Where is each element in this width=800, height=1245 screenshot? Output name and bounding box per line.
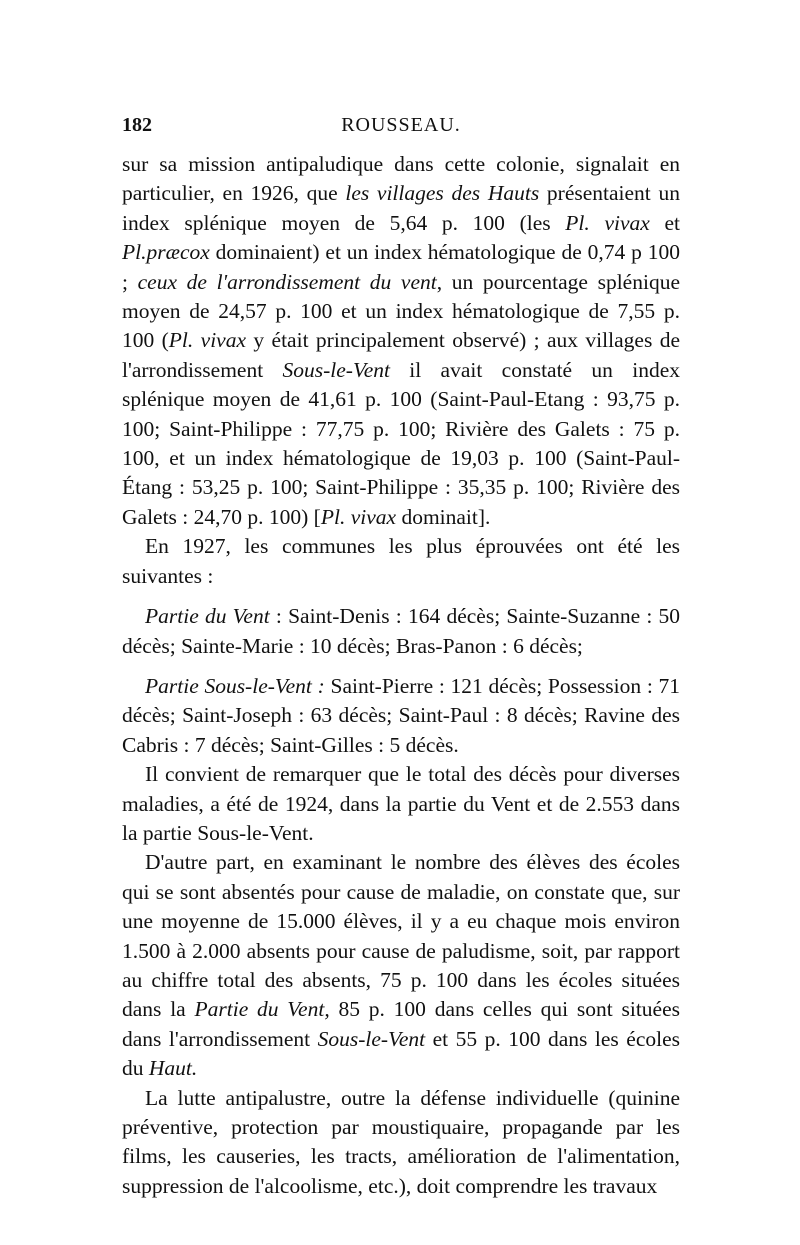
italic-run: Pl. vivax xyxy=(565,210,650,235)
text-run: dominait]. xyxy=(396,504,491,529)
text-run: , un pourcentage splénique moyen de 24,57 p. 100 et un index hématologique de 7,55 p. 100 ( xyxy=(122,269,680,353)
text-run: et 55 p. 100 dans les écoles du xyxy=(122,1026,681,1081)
text-run: y était principalement observé) ; aux villages de l'arrondissement xyxy=(122,328,680,382)
paragraph-ecoles xyxy=(122,848,680,1083)
paragraph-partie-sous-le-vent xyxy=(122,672,680,760)
page-header xyxy=(122,114,680,144)
italic-run: ceux de l'arrondissement du vent xyxy=(137,269,437,294)
paragraph-total-deces: Il convient de remarquer que le total des décès pour diverses maladies, a été de 1924, dans la partie du Vent et de 2.553 dans la partie Sous-le-Vent. xyxy=(122,762,680,845)
text-run: sur sa mission antipaludique dans cette colonie, signalait en particulier, en 1926, que xyxy=(122,152,680,206)
text-run: il avait constaté un index splénique moyen de 41,61 p. 100 (Saint-Paul-Etang : 93,75 p. 100; Saint-Philippe : 77,75 p. 100; Rivière des Galets : 75 p. 100, et un index hématologique de 19,03 p. 100 (Saint-Paul-Étang : 53,25 p. 100; Saint-Philippe : 35,35 p. 100; Rivière des Galets : 24,70 p. 100) [ xyxy=(122,357,680,529)
paragraph-lutte-antipalustre: La lutte antipalustre, outre la défense individuelle (quinine préventive, protection par moustiquaire, propagande par les films, les causeries, les tracts, amélioration de l'alimentation, suppression de l'alcoolisme, etc.), doit comprendre les travaux xyxy=(122,1085,680,1198)
italic-run: Pl.præcox xyxy=(122,240,210,265)
italic-run: Sous-le-Vent xyxy=(317,1026,426,1051)
italic-run: Sous-le-Vent xyxy=(282,357,390,382)
italic-run: Haut. xyxy=(148,1056,198,1081)
italic-run: Partie du Vent, xyxy=(194,997,330,1022)
text-run: et xyxy=(649,210,680,235)
page-number: 182 xyxy=(122,114,152,136)
italic-run: Partie Sous-le-Vent : xyxy=(145,673,325,698)
text-run: dominaient) et un index hématologique de 0,74 p 100 ; xyxy=(122,240,680,294)
text-run: présentaient un index splénique moyen de 5,64 p. 100 (les xyxy=(122,181,680,235)
italic-run: les villages des Hauts xyxy=(345,181,540,206)
italic-run: Pl. vivax xyxy=(168,328,247,353)
italic-run: Partie du Vent xyxy=(145,604,270,629)
text-run: Saint-Pierre : 121 décès; Possession : 71 décès; Saint-Joseph : 63 décès; Saint-Paul : 8 décès; Ravine des Cabris : 7 décès; Saint-Gilles : 5 décès. xyxy=(122,673,680,757)
paragraph-mission-report xyxy=(122,150,680,532)
text-run: D'autre part, en examinant le nombre des élèves des écoles qui se sont absentés pour cause de maladie, on constate que, sur une moyenne de 15.000 élèves, il y a eu chaque mois environ 1.500 à 2.000 absents pour cause de paludisme, soit, par rapport au chiffre total des absents, 75 p. 100 dans les écoles situées dans la xyxy=(122,850,680,1022)
running-title: ROUSSEAU. xyxy=(341,114,461,136)
italic-run: Pl. vivax xyxy=(320,504,397,529)
text-run: 85 p. 100 dans celles qui sont situées dans l'arrondissement xyxy=(122,997,680,1051)
paragraph-partie-du-vent xyxy=(122,602,680,661)
paragraph-communes-1927: En 1927, les communes les plus éprouvées ont été les suivantes : xyxy=(122,534,680,588)
page-body xyxy=(122,150,680,1201)
text-run: : Saint-Denis : 164 décès; Sainte-Suzanne : 50 décès; Sainte-Marie : 10 décès; Bras-Panon : 6 décès; xyxy=(122,604,681,658)
